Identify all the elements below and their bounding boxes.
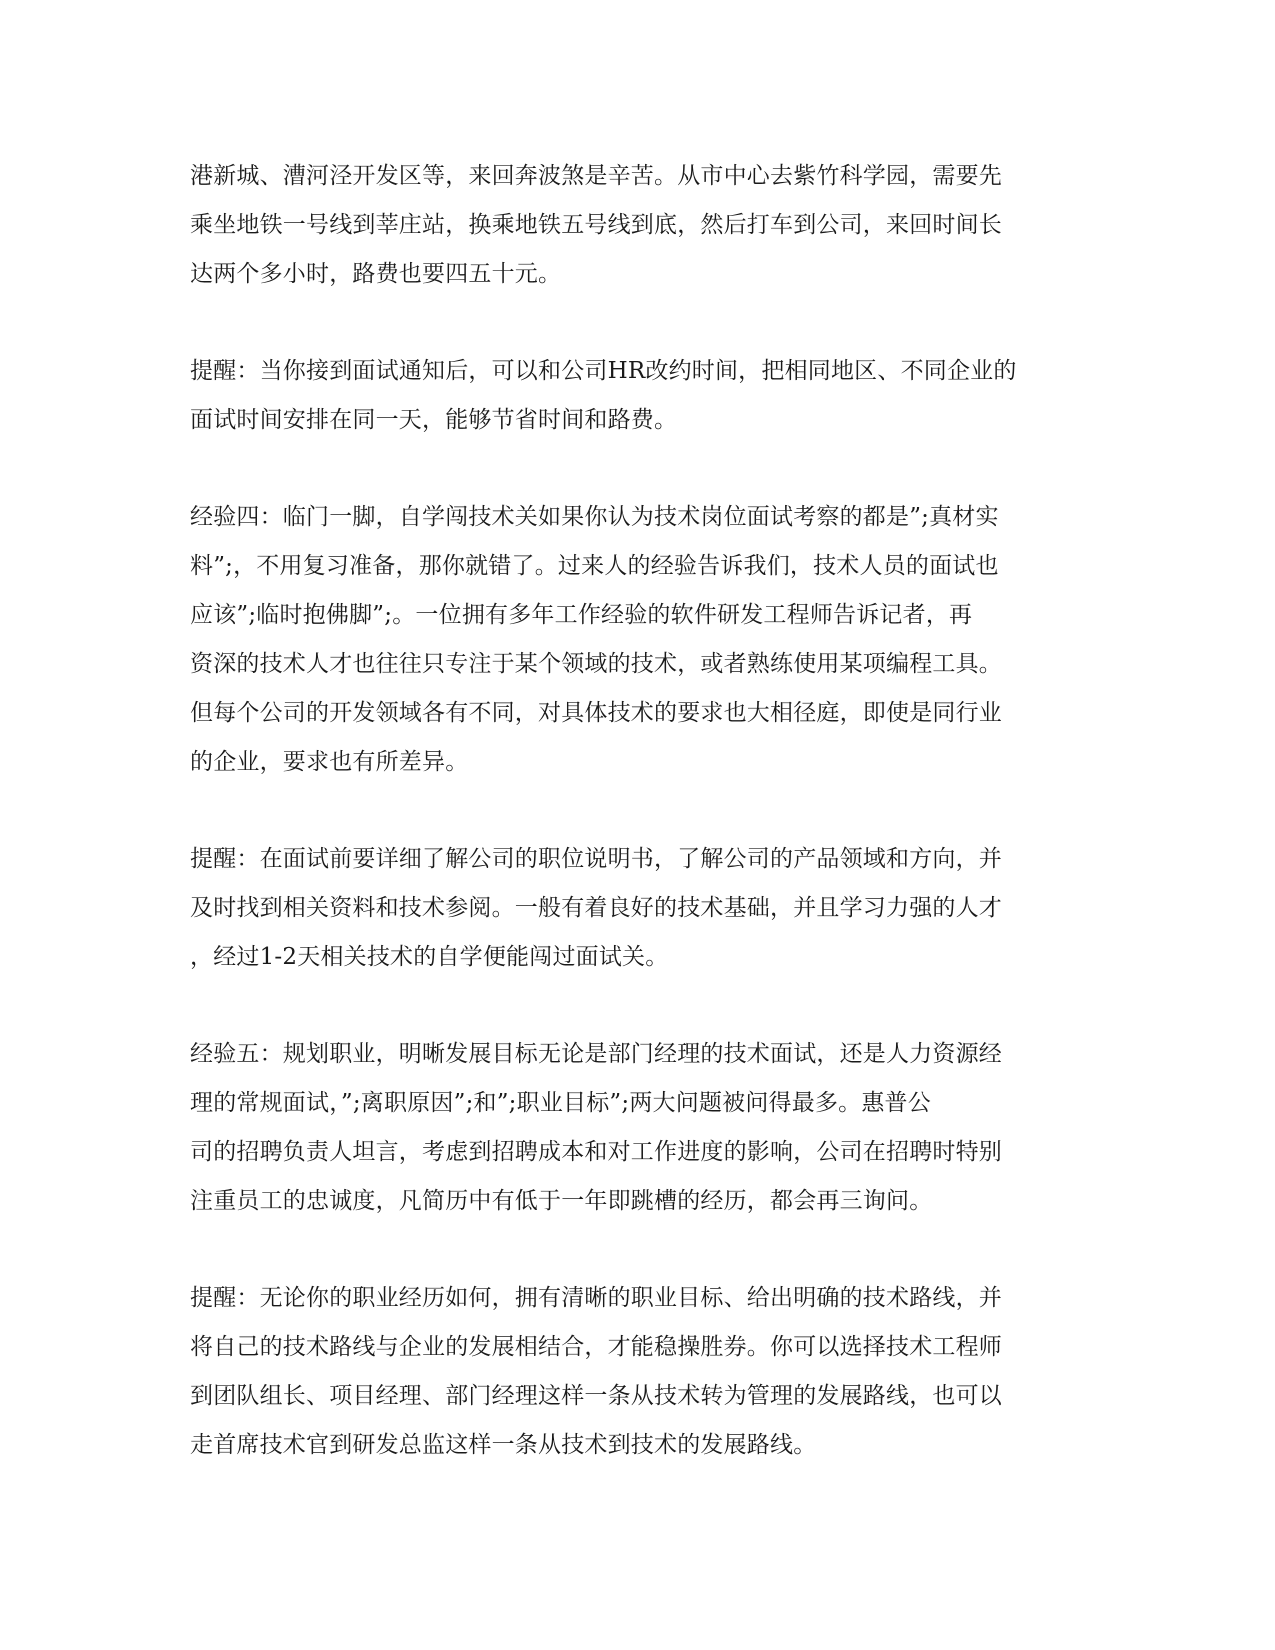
text-line: 资深的技术人才也往往只专注于某个领域的技术，或者熟练使用某项编程工具。 (190, 651, 1002, 677)
paragraph (190, 1030, 1070, 1226)
text-line: 料”;，不用复习准备，那你就错了。过来人的经验告诉我们，技术人员的面试也 (190, 553, 999, 579)
text-line: 港新城、漕河泾开发区等，来回奔波煞是辛苦。从市中心去紫竹科学园，需要先 (190, 163, 1002, 189)
text-line: 的企业，要求也有所差异。 (190, 749, 469, 775)
text-line: 司的招聘负责人坦言，考虑到招聘成本和对工作进度的影响，公司在招聘时特别 (190, 1139, 1002, 1165)
text-line: 提醒：在面试前要详细了解公司的职位说明书，了解公司的产品领域和方向，并 (190, 846, 1002, 872)
text-line: 注重员工的忠诚度，凡简历中有低于一年即跳槽的经历，都会再三询问。 (190, 1188, 933, 1214)
text-line: 乘坐地铁一号线到莘庄站，换乘地铁五号线到底，然后打车到公司，来回时间长 (190, 212, 1002, 238)
text-line: 到团队组长、项目经理、部门经理这样一条从技术转为管理的发展路线，也可以 (190, 1383, 1002, 1409)
text-line: 及时找到相关资料和技术参阅。一般有着良好的技术基础，并且学习力强的人才 (190, 895, 1002, 921)
text-line: 提醒：当你接到面试通知后，可以和公司HR改约时间，把相同地区、不同企业的 (190, 358, 1017, 384)
text-line: 理的常规面试，”;离职原因”;和”;职业目标”;两大问题被问得最多。惠普公 (190, 1090, 931, 1116)
paragraph (190, 493, 1070, 787)
text-line: 但每个公司的开发领域各有不同，对具体技术的要求也大相径庭，即使是同行业 (190, 700, 1002, 726)
text-line: 应该”;临时抱佛脚”;。一位拥有多年工作经验的软件研发工程师告诉记者，再 (190, 602, 973, 628)
text-line: 提醒：无论你的职业经历如何，拥有清晰的职业目标、给出明确的技术路线，并 (190, 1285, 1002, 1311)
paragraph (190, 835, 1070, 982)
text-line: 走首席技术官到研发总监这样一条从技术到技术的发展路线。 (190, 1432, 817, 1458)
text-line: 经验四：临门一脚，自学闯技术关如果你认为技术岗位面试考察的都是”;真材实 (190, 504, 999, 530)
text-line: 经验五：规划职业，明晰发展目标无论是部门经理的技术面试，还是人力资源经 (190, 1041, 1002, 1067)
paragraph (190, 347, 1070, 445)
text-line: 达两个多小时，路费也要四五十元。 (190, 261, 562, 287)
text-line: ，经过1-2天相关技术的自学便能闯过面试关。 (190, 944, 669, 970)
paragraph (190, 152, 1070, 299)
document-body (190, 152, 1070, 1518)
text-line: 将自己的技术路线与企业的发展相结合，才能稳操胜券。你可以选择技术工程师 (190, 1334, 1002, 1360)
text-line: 面试时间安排在同一天，能够节省时间和路费。 (190, 407, 678, 433)
paragraph (190, 1274, 1070, 1470)
